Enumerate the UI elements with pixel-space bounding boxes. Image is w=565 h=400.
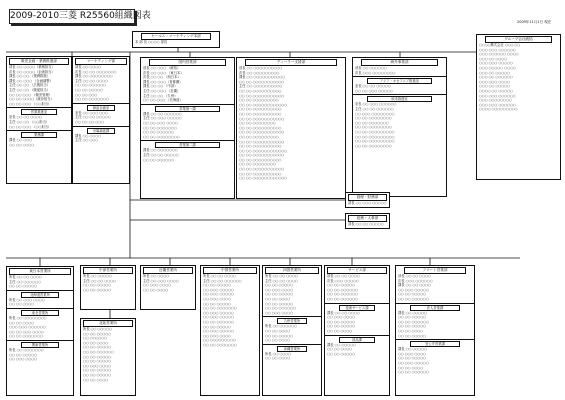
member-line: 課長 ○○ ○○○○○○○○○○○ [239, 75, 286, 80]
document-date: 2009年11月1日 現在 [517, 20, 552, 24]
section-divider [7, 130, 71, 131]
member-line: 次長 ○○○ ○○○○○○○○ [355, 70, 396, 75]
member-line: ○○ ○○○ ○○○○ [203, 333, 231, 338]
member-line: ○○ ○○ ○○○○○ [398, 356, 426, 361]
member-line: ○○ ○○ ○○○○○○○○○○ [239, 171, 282, 176]
member-line: ○○○ ○○ ○○○○ [479, 56, 507, 61]
section-divider [73, 103, 129, 104]
member-line: ○○ ○○ ○○○○○○○○○○○ [239, 167, 285, 172]
org-unit-box [6, 56, 72, 184]
member-line: ○○ ○○ ○○○ （販売管理） [9, 92, 53, 97]
member-line: 室長 ○○ ○○○ ○○○ [75, 110, 108, 115]
section-header: 部品課 [339, 337, 375, 343]
member-line: ○○ ○○○ ○○○○○ [203, 292, 234, 297]
section-header: 法人営業課 [410, 305, 460, 311]
member-line: 部長 ○○ ○○○○○○○○○○ [239, 66, 283, 70]
member-line: 所長 ○○ ○○ ○○○○ [265, 274, 298, 278]
member-line: 部長 ○○ ○○○ （統括） [143, 66, 181, 70]
member-line: ○○ ○○○○○○○○○ [203, 338, 236, 343]
unit-header: 経理・財務部 [348, 194, 387, 201]
member-line: ○○ ○○ ○○○○○ [83, 283, 111, 288]
member-line: ○○○ ○○○ ○○○○○ [479, 61, 513, 66]
org-unit-box [72, 56, 130, 184]
member-line: ○○ ○○ ○○○ [75, 92, 98, 97]
member-line: ○○ ○○ ○○○○○ [265, 333, 293, 338]
member-line: ○○ ○○ ○○○○○○○○○ [355, 139, 395, 144]
member-line: ○○ ○○ ○○○○○ [265, 301, 293, 306]
unit-header: マーケティング部 [75, 58, 127, 65]
section-divider [7, 290, 73, 291]
member-line: 主任 ○○ ○○ （広報担当） [9, 83, 51, 88]
member-line: 所長 ○○ ○○○ ○○○○ [9, 297, 45, 302]
member-line: 主任 ○○ ○○ ○○○○ [75, 78, 108, 83]
section-header: 東北営業所 [21, 310, 59, 316]
member-line: 課長 ○○ ○○○○○ [398, 310, 427, 315]
section-header: 欧米推進室 [367, 96, 432, 102]
member-line: ○○ ○○ ○○○○○ [398, 324, 426, 329]
member-line: 部長 ○○ ○○ ○○○○○ [348, 222, 384, 226]
section-divider [396, 339, 474, 340]
member-line: ○○ ○○ ○○○○○○○○ [355, 143, 392, 148]
member-line: ○○ ○○ ○○○○○○○○○ [355, 134, 395, 139]
member-line: 所長 ○○ ○○ ○○○○ [203, 274, 236, 278]
member-line: ○○ ○○ ○○○○○ [203, 324, 231, 329]
member-line: 所長 ○○ ○○○○○○○○ [9, 315, 47, 320]
unit-header: 中国営業所 [203, 267, 257, 274]
member-line: 所長 ○○ ○○○○○ [83, 274, 112, 278]
org-unit-box [345, 213, 390, 229]
member-line: 次長 ○○ ○○○○○○○○○ [239, 70, 280, 75]
member-line: ○○ ○○ ○○○○○○○○○○ [239, 111, 282, 116]
member-line: ○○ ○○○ ○○○○ [143, 283, 171, 288]
member-line: 本 部 長 ○○○○ 部長 [135, 40, 168, 44]
section-divider [325, 335, 389, 336]
member-line: ○○ ○○ ○○○○○○○○ [239, 162, 276, 167]
section-divider [7, 107, 71, 108]
member-line: 課長 ○○ ○○○（首都圏） [143, 79, 183, 84]
member-line: ○○ ○○ ○○○○○○○○○○○ [239, 79, 285, 84]
member-line: ○○ ○○ ○○○○ [327, 347, 353, 352]
member-line: 次長 ○○ ○○○ （東日本） [143, 70, 184, 75]
member-line: 課長 ○○ ○○○○ [75, 133, 101, 138]
member-line: ○○○ ○○○ ○○○○○○ [479, 102, 516, 107]
section-divider [353, 76, 446, 77]
member-line: ○○ ○○ ○○○○○○○○○○ [239, 157, 282, 162]
unit-header: 四国営業所 [265, 267, 319, 274]
member-line: ○○ ○○○○○○ [83, 336, 108, 341]
org-unit-box [80, 318, 136, 396]
section-header: 官公庁営業課 [410, 341, 460, 347]
member-line: ○○ ○○ ○○○○ [83, 377, 109, 382]
member-line: 部長 ○○ ○○○○（業務担当） [9, 65, 55, 69]
member-line: 主任 ○○ ○○○ ○○○○ [143, 278, 179, 283]
member-line: ○○ ○○ ○○○○○○○○○○ [239, 144, 282, 149]
member-line: ○○ ○○ ○○○○○ [75, 87, 103, 92]
member-line: ○○ ○○ ○○○○○○○○○ [239, 134, 279, 139]
member-line: 主任 ○○ ○○ （九州） [143, 93, 178, 98]
org-unit-box [262, 265, 322, 396]
member-line: ○○ ○○○ ○○○○○ [398, 287, 429, 292]
member-line: 所長 ○○ ○○○○○○○ [9, 347, 44, 352]
unit-header: フリート営業部 [404, 267, 466, 274]
member-line: ○○ ○○ ○○○○○○ [327, 287, 358, 292]
section-header: 市場調査課 [87, 128, 115, 134]
member-line: ○○○○ ○○ ○○○○○ [479, 88, 513, 93]
member-line: 主任 ○○ ○○ ○○○○ [83, 278, 116, 283]
member-line: ○○ ○○ ○○○○ [265, 338, 291, 343]
member-line: 所長 ○○ ○○ ○○○○ [9, 275, 42, 279]
org-unit-box [236, 57, 346, 199]
member-line: 所長 ○○ ○○○○○ [83, 327, 112, 331]
member-line: ○○ ○○ ○○○ （北海道） [143, 98, 183, 103]
member-line: ○○ ○○○ ○○○○ [203, 296, 231, 301]
org-unit-box [80, 265, 136, 310]
member-line: ○○ ○○ ○○○○ [265, 328, 291, 333]
section-header: アジア・オセアニア推進室 [367, 78, 432, 84]
member-line: ○○○ ○○○○○○ ○○○○ [479, 52, 519, 57]
member-line: 主任 ○○ ○○ ○○○○○○ [355, 106, 394, 111]
member-line: ○○ ○○○ ○○○○○ [398, 360, 429, 365]
org-unit-box [476, 34, 561, 180]
member-line: ○○ ○○ ○○○○○○ [398, 319, 429, 324]
member-line: 主任 ○○ ○○ ○○○○○ [143, 152, 179, 157]
section-divider [7, 308, 73, 309]
member-line: ○○ ○○ ○○○○○○○○○ [239, 98, 279, 103]
section-header: 商品企画室 [87, 105, 115, 111]
section-header: 営業第一課 [155, 106, 220, 112]
member-line: ○○ ○○ ○○○○○ [327, 324, 355, 329]
member-line: ○○ ○○ ○○○○ [398, 365, 424, 370]
section-header: 関東営業所 [21, 342, 59, 348]
section-divider [141, 104, 234, 105]
member-line: ○○○ ○○○ ○○○○○○ [479, 93, 516, 98]
member-line: 所長 ○○ ○○○○ [265, 351, 291, 356]
member-line: ○○ ○○○ ○○○○ [265, 310, 293, 315]
member-line: ○○ ○○ ○○○○ [9, 302, 35, 307]
document-title: 2009-2010三菱 R25560組織図表 [9, 9, 135, 24]
member-line: ○○ ○○ ○○○○○○ [143, 130, 174, 135]
section-divider [7, 340, 73, 341]
org-unit-box [395, 265, 475, 396]
member-line: ○○ ○○○ ○○○○○ [203, 315, 234, 320]
member-line: ○○ ○○ ○○○○○○ [83, 349, 114, 354]
member-line: ○○ ○○ ○○○○ [83, 340, 109, 345]
member-line: ○○ ○○ ○○○○○ [83, 331, 111, 336]
member-line: ○○○ ○○○○○ ○○○○ [479, 65, 516, 70]
member-line: ○○ ○○ ○○○○○ [9, 284, 37, 289]
member-line: ○○ ○○ ○○○○○ [83, 287, 111, 292]
member-line: 部長 ○○ ○○○○ [75, 65, 101, 69]
member-line: ○○ ○○ ○○○ （○○担当） [9, 101, 52, 106]
org-unit-box [352, 57, 447, 197]
member-line: 課長 ○○ ○○○○○ [398, 347, 427, 352]
member-line: ○○ ○○○ ○○○○○○○○ [355, 111, 395, 116]
unit-header: 中部営業所 [83, 267, 133, 274]
member-line: 課長 ○○ ○○ （中部） [143, 84, 178, 89]
member-line: ○○○○ ○○○○○○○○○ [479, 107, 518, 112]
section-header: 沖縄営業所 [277, 346, 307, 352]
member-line: ○○○ ○○○ ○○○○○○ [479, 47, 516, 52]
member-line: ○○ ○○ ○○○○ [9, 320, 35, 325]
member-line: 室長 ○○ ○○ ○○○○ [9, 115, 42, 120]
section-header: 営業推進室 [21, 109, 57, 115]
member-line: ○○ ○○ ○○○○○○○○○ [355, 129, 395, 134]
member-line: 主任 ○○ ○○ ○○○○○○ [203, 278, 242, 283]
member-line: ○○○ ○○○ ○○○○ [479, 79, 510, 84]
member-line: ○○ ○○ ○○○○○ [327, 319, 355, 324]
member-line: ○○ ○○ ○○○○○○○○○○○○ [239, 148, 288, 153]
member-line: ○○ ○○ ○○○○○○ [75, 83, 106, 88]
member-line: ○○ ○○ ○○○○○ [203, 283, 231, 288]
member-line: 次長 ○○○ ○○○○○ [327, 278, 359, 283]
unit-header: 北陸営業所 [83, 320, 133, 327]
member-line: ○○ ○○ ○○○○○○○○ [239, 121, 276, 126]
member-line: 室長 ○○ ○○ ○○○○○ [355, 84, 391, 89]
member-line: ○○ ○○ ○○○○○○ [143, 157, 174, 162]
member-line: ○○ ○○ ○○○○○○ [265, 306, 296, 311]
member-line: ○○ ○○ ○○○○○ [83, 345, 111, 350]
member-line: 主任 ○○ ○○ ○○○○○ [75, 115, 111, 120]
member-line: ○○ ○○ ○○○○○○○○○○○ [239, 93, 285, 98]
member-line: 課長 ○○ ○○○○○○○○ [75, 74, 113, 79]
member-line: 課長 ○○ ○○○○○ [327, 342, 356, 347]
member-line: 次長 ○○○ ○○○○○○ [398, 278, 433, 283]
section-header: 九州営業所 [277, 318, 307, 324]
member-line: ○○ ○○ ○○ ○○○ [75, 119, 105, 124]
member-line: ○○ ○○ ○○○○○○○○○○○ [239, 116, 285, 121]
member-line: ○○ ○○ ○○○○○○○○○○ [239, 107, 282, 112]
member-line: 部長 ○○ ○○ ○○○○ [398, 274, 431, 278]
member-line: 次長 ○○ ○○ （西日本） [143, 75, 181, 80]
member-line: 主任 ○○ ○○○ [75, 138, 99, 143]
member-line: ○○○ ○○ ○○○○○○ [479, 75, 513, 80]
member-line: ○○○○株式会社 ○○○ ○○ [479, 43, 521, 47]
unit-header: 海外事業部 [361, 59, 438, 66]
member-line: 課長 ○○ ○○ ○○○○ [327, 310, 360, 315]
org-unit-box [324, 265, 390, 396]
member-line: 主任 ○○ ○○ （販促担当） [9, 87, 51, 92]
member-line: ○○ ○○ ○○○○○○○○ [143, 134, 180, 139]
member-line: ○○ ○○ ○○○ ○○○○○ [355, 88, 393, 93]
member-line: ○○ ○○ ○○○○○○○ [203, 306, 237, 311]
member-line: ○○ ○○ ○○○○○○ [203, 319, 234, 324]
member-line: ○○ ○○ ○○○○○ [203, 301, 231, 306]
section-header: 北海道営業所 [21, 292, 59, 298]
member-line: 課長 ○○ ○○○○○○○ [143, 148, 178, 153]
member-line: ○○ ○○ ○○○○○○ [327, 292, 358, 297]
member-line: ○○ ○○ ○○○○（統計担当） [9, 97, 54, 102]
member-line: ○○ ○○ ○○○○○○○○○○○ [239, 130, 285, 135]
member-line: ○○ ○○ ○○○○○○○ [355, 120, 389, 125]
unit-header: ディーラー支援部 [245, 59, 337, 66]
member-line: ○○○ ○○ ○○○○○ [479, 84, 510, 89]
member-line: ○○ ○○ ○○○○○○○○○○○○ [239, 176, 288, 181]
member-line: ○○ ○○ ○○○○○○○○○○ [239, 88, 282, 93]
org-unit-box [345, 192, 390, 208]
member-line: ○○ ○○ ○○○○○○○○○○ [239, 125, 282, 130]
unit-header: 販売企画・業務推進部 [9, 58, 69, 65]
member-line: ○○○ ○○○ ○○○○○○ [9, 325, 46, 330]
member-line: ○○ ○○ ○○○○○ [83, 354, 111, 359]
member-line: ○○ ○○ ○○○○○○ [398, 370, 429, 375]
member-line: 主任 ○○ ○○○○○○○○○○ [239, 84, 283, 89]
unit-header: 総務・人事部 [348, 215, 387, 222]
member-line: ○○ ○○ ○○○○○○○○○○○○ [239, 102, 288, 107]
org-unit-box [132, 31, 220, 48]
member-line: ○○ ○○ ○○○○ [265, 296, 291, 301]
member-line: ○○ ○○ ○○○○○ [265, 292, 293, 297]
member-line: 課長 ○○ ○○○ （企画調整） [9, 78, 53, 83]
org-unit-box [6, 266, 74, 396]
member-line: ○○ ○○ ○○○○○○○○○○○ [239, 153, 285, 158]
member-line: ○○ ○○ ○○○ ○○○○ [143, 120, 178, 125]
member-line: ○○ ○○ ○○○○○ [327, 283, 355, 288]
member-line: 主任 ○○ ○○ （○○担当） [9, 119, 50, 124]
member-line: ○○ ○○ ○○○○○○○ [143, 125, 177, 130]
member-line: ○○ ○○○ ○○○○ [9, 357, 37, 362]
member-line: 課長 ○○ ○○ （業務推進） [9, 74, 51, 79]
member-line: ○○ ○○ ○○○○○ [398, 292, 426, 297]
org-unit-box [140, 57, 235, 199]
member-line: ○○ ○○ ○○○○○ [83, 372, 111, 377]
member-line: 次長 ○○ ○○ ○○○○○○○ [75, 69, 117, 74]
section-divider [325, 303, 389, 304]
section-divider [396, 303, 474, 304]
member-line: ○○ ○○ ○○○○○○○○○○○ [239, 139, 285, 144]
member-line: 主任 ○○ ○○○○○○ [9, 279, 41, 284]
member-line: ○○ ○○○ ○○○○ [83, 363, 111, 368]
member-line: 課長 ○○ ○○ ○○○○ [398, 283, 431, 288]
member-line: ○○○ ○○ ○○○○○ [479, 70, 510, 75]
member-line: ○○ ○○ ○○○○ [143, 287, 169, 292]
member-line: ○○ ○○ ○○○ （○○担当） [9, 124, 52, 129]
member-line: ○○ ○○ ○○○○○ [265, 283, 293, 288]
unit-header: セールス・マーケティング本部 [141, 33, 211, 40]
member-line: ○○ ○○ ○○○○○ [398, 333, 426, 338]
member-line: ○○ ○○○ ○○○○ [265, 287, 293, 292]
member-line: 課長 ○○ ○○○ [9, 138, 33, 143]
member-line: 所長 ○○ ○○○○○○ [265, 324, 297, 329]
member-line: ○○ ○○ ○○○○○ [9, 352, 37, 357]
member-line: ○○ ○○ ○○○○○ [327, 351, 355, 356]
section-header: 業務課 [21, 132, 57, 138]
member-line: ○○ ○○ ○○○○○○○○ [355, 125, 392, 130]
member-line: 部長 ○○ ○○○○○○ [355, 66, 387, 70]
unit-header: 東日本営業所 [9, 268, 71, 275]
section-divider [263, 316, 321, 317]
org-unit-box [200, 265, 260, 396]
section-header: 技術サービス課 [339, 305, 375, 311]
member-line: 課長 ○○ ○○ ○○○○○○ [143, 111, 182, 116]
member-line: ○○ ○○○ ○○○○ [398, 351, 426, 356]
member-line: ○○ ○○ ○○○○○○ [327, 296, 358, 301]
section-divider [141, 140, 234, 141]
section-header: 営業第二課 [155, 142, 220, 148]
member-line: ○○ ○○ ○○○○ [265, 356, 291, 361]
member-line: 部長 ○○ ○○ ○○○○ [327, 274, 360, 278]
member-line: ○○ ○○ ○○○○○○ [398, 296, 429, 301]
member-line: 次長 ○○ ○○○○（企画担当） [9, 69, 55, 74]
member-line: ○○ ○○ ○○○○○○○ [9, 334, 43, 339]
member-line: 主任 ○○ ○○○ ○○○○○ [143, 116, 182, 121]
member-line: 部長 ○○ ○○○ ○○○○○ [348, 201, 387, 205]
member-line: 主任 ○○ ○○ ○○○○ [265, 278, 298, 283]
member-line: ○○ ○○ ○○○○○○○ [75, 97, 109, 102]
member-line: ○○ ○○ ○○○○○ [398, 315, 426, 320]
section-divider [263, 344, 321, 345]
member-line: ○○ ○○○ ○○○○○ [203, 287, 234, 292]
unit-header: 近畿営業所 [143, 267, 193, 274]
member-line: 主任 ○○ ○○○ （近畿） [143, 88, 181, 93]
member-line: ○○ ○○ ○○○○ [9, 142, 35, 147]
section-divider [353, 94, 446, 95]
member-line: ○○ ○○○ ○○○○ [327, 315, 355, 320]
org-unit-box [140, 265, 196, 310]
member-line: 室長 ○○ ○○○ ○○○○○○ [355, 102, 397, 107]
member-line: 所長 ○○ ○○○○ [143, 274, 169, 278]
member-line: ○○ ○○ ○○○○○ [83, 359, 111, 364]
member-line: ○○ ○○ ○○○ ○○○○ [9, 329, 44, 334]
section-divider [73, 126, 129, 127]
member-line: ○○ ○○ ○○○○○○○○ [355, 116, 392, 121]
member-line: ○○ ○○○ ○○○○○ [203, 310, 234, 315]
member-line: ○○ ○○○ ○○○○○ [203, 329, 234, 334]
unit-header: グループ会社統括 [485, 36, 552, 43]
member-line: ○○ ○○ ○○○○○○○ [203, 342, 237, 347]
member-line: ○○ ○○ ○○○○ [327, 328, 353, 333]
member-line: ○○○ ○○○○○○○○ [479, 98, 512, 103]
unit-header: サービス部 [327, 267, 387, 274]
member-line: ○○ ○○ ○○○○○ [83, 368, 111, 373]
member-line: ○○ ○○ ○○○○ [398, 328, 424, 333]
unit-header: 国内営業部 [149, 59, 226, 66]
